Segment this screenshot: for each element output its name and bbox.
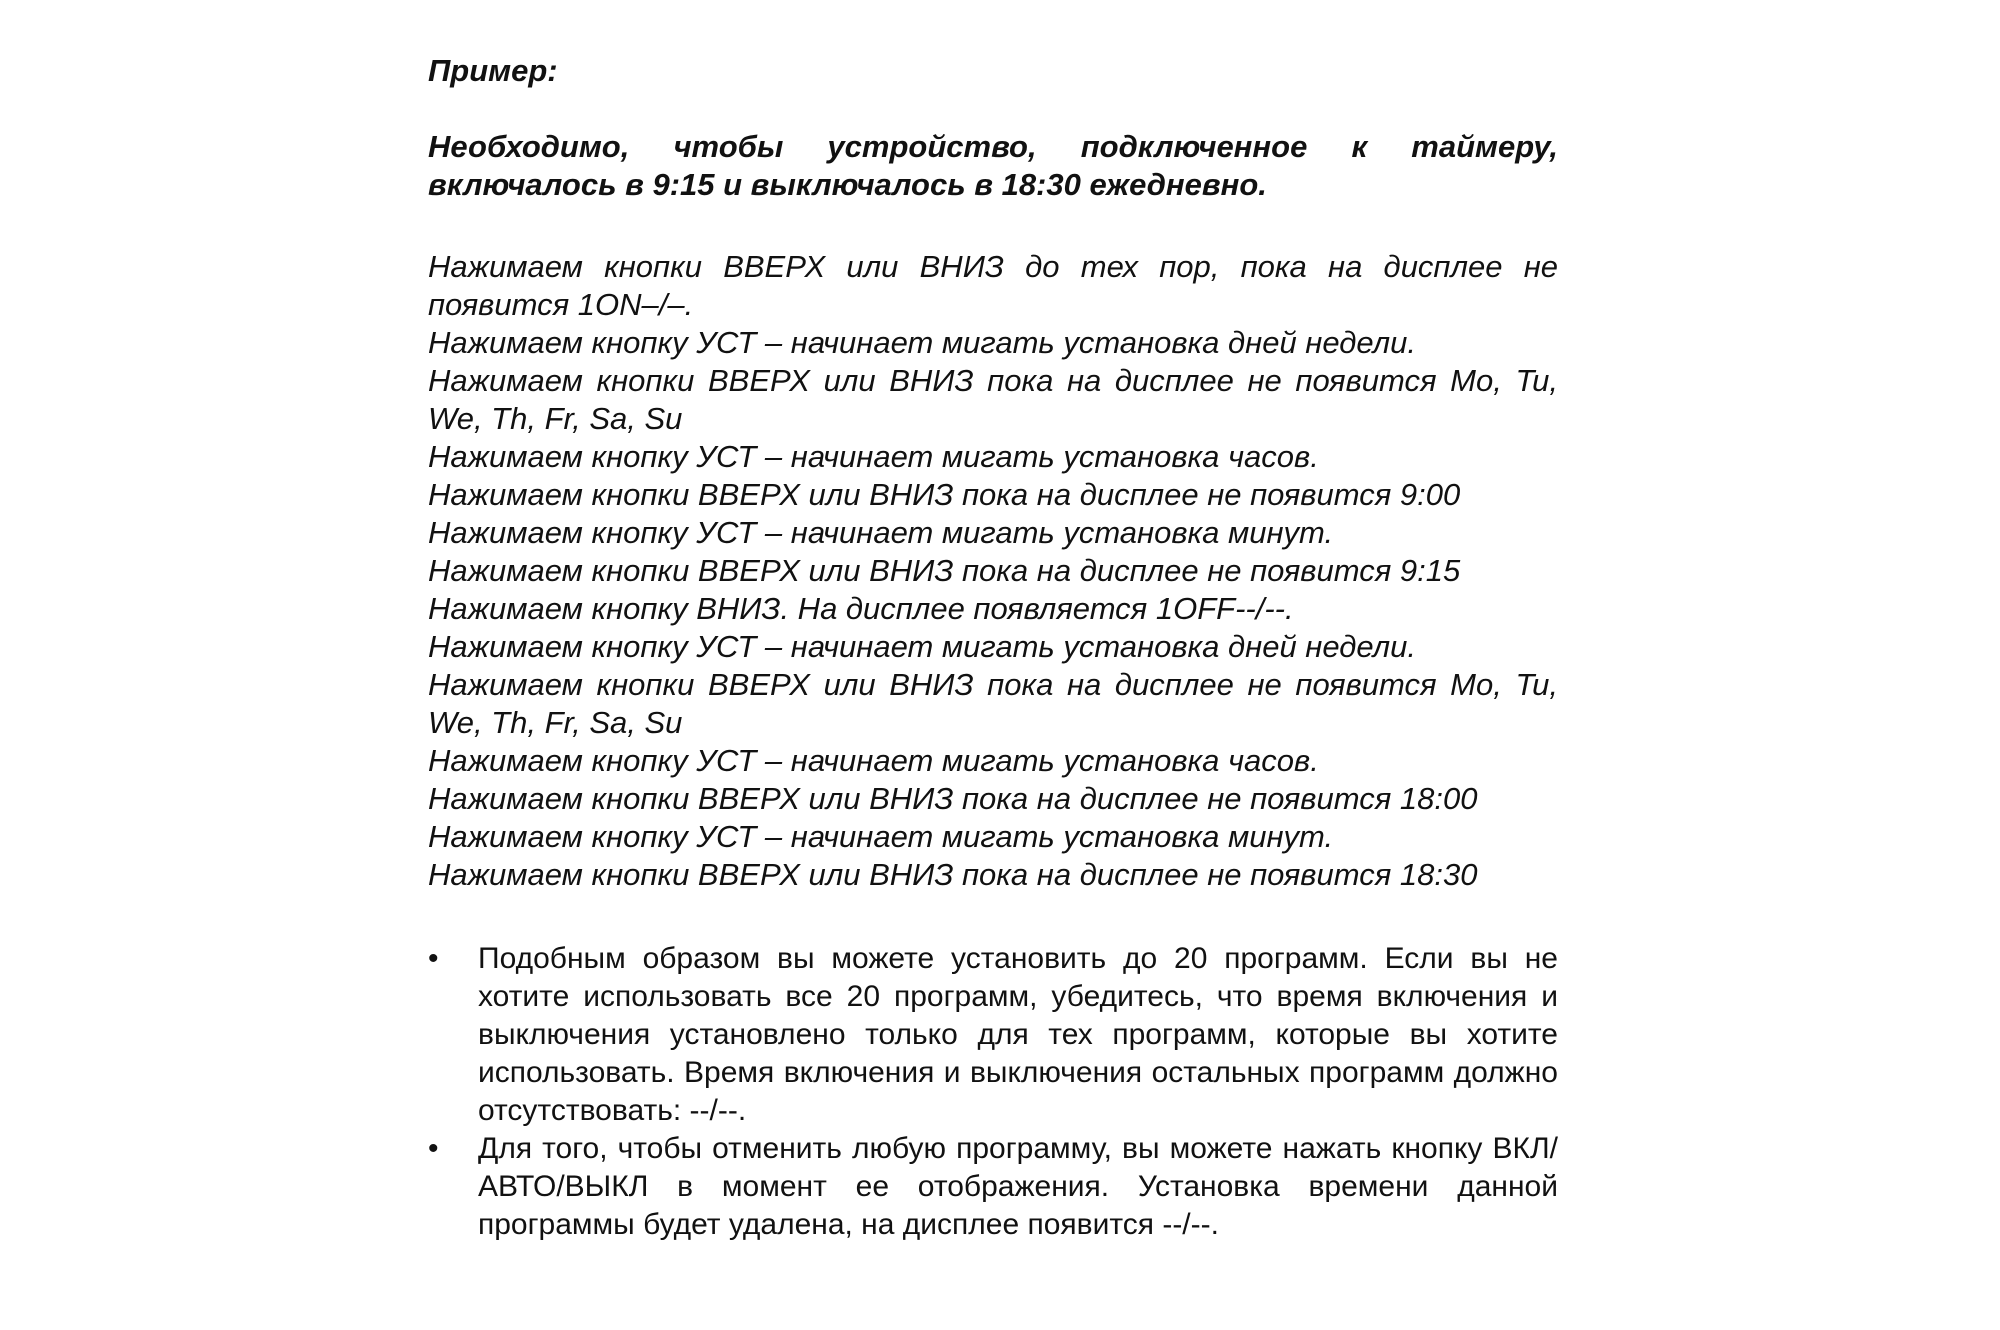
note-text: Подобным образом вы можете установить до 20 программ. Если вы не хотите использовать все 20 программ, убедитесь, что время включения и выключения установлено только для тех программ, которые вы хотите использовать. Время включения и выключения остальных программ должно отсутствовать: --/--. — [478, 942, 1558, 1127]
step-line: Нажимаем кнопку ВНИЗ. На дисплее появляется 1OFF--/--. — [428, 591, 1294, 626]
step-line: Нажимаем кнопку УСТ – начинает мигать установка часов. — [428, 439, 1319, 474]
note-item — [428, 940, 1558, 1130]
step-line: Нажимаем кнопки ВВЕРХ или ВНИЗ пока на дисплее не появится 18:00 — [428, 781, 1478, 816]
note-text: Для того, чтобы отменить любую программу, вы можете нажать кнопку ВКЛ/АВТО/ВЫКЛ в момент ее отображения. Установка времени данной программы будет удалена, на дисплее появится --/--. — [478, 1132, 1558, 1241]
task-description: Необходимо, чтобы устройство, подключенное к таймеру, включалось в 9:15 и выключалось в 18:30 ежедневно. — [428, 129, 1558, 202]
step-line: Нажимаем кнопку УСТ – начинает мигать установка дней недели. — [428, 325, 1416, 360]
step-line: Нажимаем кнопку УСТ – начинает мигать установка минут. — [428, 515, 1334, 550]
step-line: Нажимаем кнопки ВВЕРХ или ВНИЗ пока на дисплее не появится 9:00 — [428, 477, 1461, 512]
step-line: Нажимаем кнопку УСТ – начинает мигать установка часов. — [428, 743, 1319, 778]
step-line: Нажимаем кнопки ВВЕРХ или ВНИЗ до тех пор, пока на дисплее не появится 1ON–/–. — [428, 249, 1558, 322]
step-line: Нажимаем кнопки ВВЕРХ или ВНИЗ пока на дисплее не появится Mo, Tu, We, Th, Fr, Sa, Su — [428, 363, 1558, 436]
document-page — [428, 52, 1558, 1244]
step-line: Нажимаем кнопку УСТ – начинает мигать установка дней недели. — [428, 629, 1416, 664]
steps-list — [428, 248, 1558, 894]
bullet-icon: • — [428, 942, 439, 975]
notes-list — [428, 940, 1558, 1244]
bullet-icon: • — [428, 1132, 439, 1165]
example-heading: Пример: — [428, 53, 558, 88]
step-line: Нажимаем кнопки ВВЕРХ или ВНИЗ пока на дисплее не появится Mo, Tu, We, Th, Fr, Sa, Su — [428, 667, 1558, 740]
step-line: Нажимаем кнопку УСТ – начинает мигать установка минут. — [428, 819, 1334, 854]
step-line: Нажимаем кнопки ВВЕРХ или ВНИЗ пока на дисплее не появится 9:15 — [428, 553, 1461, 588]
step-line: Нажимаем кнопки ВВЕРХ или ВНИЗ пока на дисплее не появится 18:30 — [428, 857, 1478, 892]
note-item — [428, 1130, 1558, 1244]
